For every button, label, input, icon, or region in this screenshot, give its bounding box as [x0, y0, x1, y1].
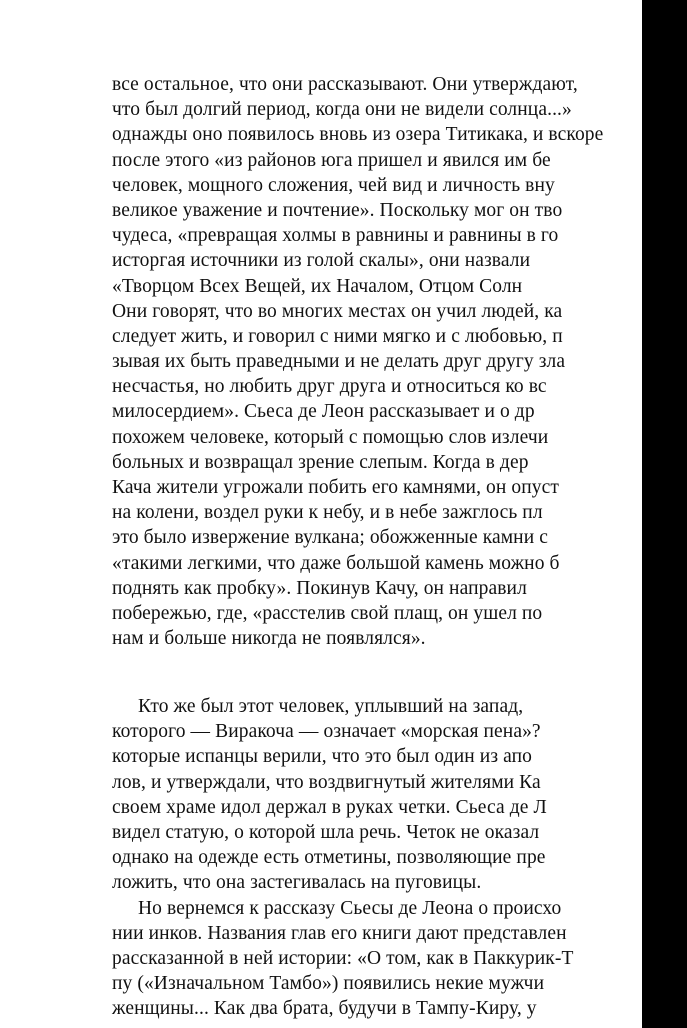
text-line: Они говорят, что во многих местах он учил людей, ка: [112, 300, 563, 322]
text-line: нам и больше никогда не появлялся».: [112, 628, 426, 650]
text-line: ложить, что она застегивалась на пуговицы.: [112, 872, 482, 894]
text-line: Кто же был этот человек, уплывший на запад,: [138, 696, 524, 717]
text-line: милосердием». Сьеса де Леон рассказывает и о др: [112, 401, 535, 423]
text-line: Но вернемся к рассказу Сьесы де Леона о происхо: [138, 897, 562, 919]
text-line: Кача жители угрожали побить его камнями, он опуст: [112, 477, 559, 498]
text-line: все остальное, что они рассказывают. Они утверждают,: [112, 74, 578, 95]
text-line: побережью, где, «расстелив свой плащ, он ушел по: [112, 602, 543, 624]
text-line: которые испанцы верили, что это был один из апо: [112, 746, 532, 768]
text-line: нии инков. Названия глав его книги дают представлен: [112, 922, 567, 944]
text-line: несчастья, но любить друг друга и относиться ко вс: [112, 376, 547, 398]
text-line: зывая их быть праведными и не делать друг другу зла: [112, 351, 566, 373]
text-line: чудеса, «превращая холмы в равнины и равнины в го: [112, 225, 559, 247]
text-line: великое уважение и почтение». Поскольку мог он тво: [112, 199, 563, 221]
text-line: пу («Изначальном Тамбо») появились некие мужчи: [112, 973, 545, 995]
text-line: которого — Виракоча — означает «морская пена»?: [112, 721, 541, 743]
text-line: следует жить, и говорил с ними мягко и с любовью, п: [112, 325, 563, 347]
text-line: рассказанной в ней истории: «О том, как в Паккурик-Т: [112, 947, 574, 969]
text-line: однажды оно появилось вновь из озера Титикака, и вскоре: [112, 124, 604, 146]
text-line: что был долгий период, когда они не видели солнца...»: [112, 99, 572, 121]
text-line: «Творцом Всех Вещей, их Началом, Отцом Солн: [112, 275, 523, 297]
text-line: похожем человеке, который с помощью слов излечи: [112, 426, 549, 448]
text-line: «такими легкими, что даже большой камень можно б: [112, 552, 560, 574]
text-line: человек, мощного сложения, чей вид и личность вну: [112, 174, 555, 196]
text-line: женщины... Как два брата, будучи в Тампу-Киру, у: [112, 998, 537, 1020]
text-line: исторгая источники из голой скалы», они назвали: [112, 250, 531, 272]
text-line: своем храме идол держал в руках четки. Сьеса де Л: [112, 796, 547, 818]
text-line: после этого «из районов юга пришел и явился им бе: [112, 149, 551, 171]
text-line: больных и возвращал зрение слепым. Когда в дер: [112, 451, 529, 473]
text-line: на колени, воздел руки к небу, и в небе зажглось пл: [112, 502, 543, 524]
text-line: видел статую, о которой шла речь. Четок не оказал: [112, 821, 540, 843]
text-line: однако на одежде есть отметины, позволяющие пре: [112, 847, 546, 869]
scan-edge-shadow: [642, 0, 687, 1028]
text-line: поднять как пробку». Покинув Качу, он направил: [112, 577, 527, 599]
paragraph-1: [112, 72, 687, 651]
text-line: это было извержение вулкана; обожженные камни с: [112, 527, 548, 549]
paragraph-2-and-3: [112, 694, 687, 1021]
text-line: лов, и утверждали, что воздвигнутый жителями Ка: [112, 771, 541, 793]
